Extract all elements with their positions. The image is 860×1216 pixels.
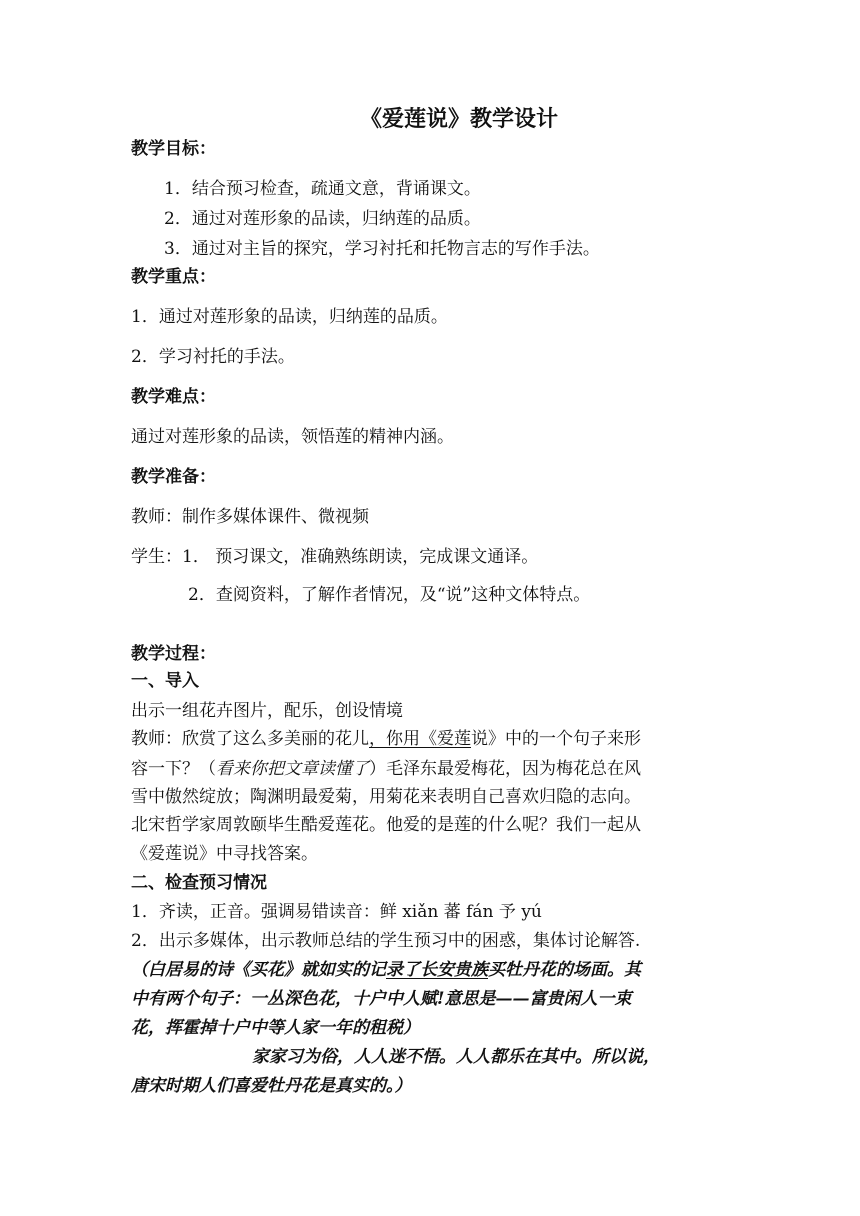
key-point-item-2: 2．学习衬托的手法。 [131, 347, 295, 367]
section1-line-3-italic: 看来你把文章读懂了 [216, 759, 369, 779]
quote-line-3: 花，挥霍掉十户中等人家一年的租税） [131, 1018, 420, 1038]
process-heading: 教学过程： [131, 644, 216, 664]
preparation-student-1: 学生：1． 预习课文，准确熟练朗读，完成课文通译。 [131, 547, 539, 567]
objective-item-2: 2．通过对莲形象的品读，归纳莲的品质。 [164, 209, 481, 229]
quote-line-1-underlined: 录了长安贵族 [386, 960, 488, 980]
quote-line-5: 唐宋时期人们喜爱牡丹花是真实的。） [131, 1076, 412, 1096]
quote-line-1-c: 买牡丹花的场面。其 [488, 960, 641, 980]
section1-line-3-c: ）毛泽东最爱梅花，因为梅花总在风 [369, 759, 641, 779]
section2-line-2: 2．出示多媒体，出示教师总结的学生预习中的困惑，集体讨论解答. [131, 931, 641, 951]
section2-heading: 二、检查预习情况 [131, 873, 267, 893]
key-points-heading: 教学重点： [131, 267, 216, 287]
section1-line-2-underlined: ，你用《爱莲 [369, 729, 471, 749]
preparation-student-2: 2．查阅资料，了解作者情况，及“说”这种文体特点。 [188, 585, 591, 605]
section1-heading: 一、导入 [131, 671, 199, 691]
section1-line-2 [131, 728, 641, 750]
section1-line-5: 北宋哲学家周敦颐毕生酷爱莲花。他爱的是莲的什么呢？我们一起从 [131, 815, 641, 835]
section1-line-2-a: 教师：欣赏了这么多美丽的花儿 [131, 729, 369, 749]
difficulties-heading: 教学难点： [131, 387, 216, 407]
preparation-teacher: 教师：制作多媒体课件、微视频 [131, 507, 369, 527]
section1-line-4: 雪中傲然绽放；陶渊明最爱菊，用菊花来表明自己喜欢归隐的志向。 [131, 787, 641, 807]
quote-line-1-a: （白居易的诗《买花》就如实的记 [131, 960, 386, 980]
section1-line-3 [131, 758, 641, 780]
quote-line-4: 家家习为俗，人人迷不悟。人人都乐在其中。所以说， [252, 1047, 660, 1067]
quote-line-1 [131, 959, 641, 981]
section1-line-2-c: 说》中的一个句子来形 [471, 729, 641, 749]
section2-line-1: 1．齐读，正音。强调易错读音：鲜 xiǎn 蕃 fán 予 yú [131, 902, 542, 922]
section1-line-1: 出示一组花卉图片，配乐，创设情境 [131, 701, 403, 721]
objective-item-3: 3．通过对主旨的探究，学习衬托和托物言志的写作手法。 [164, 239, 600, 259]
preparation-heading: 教学准备： [131, 467, 216, 487]
objective-item-1: 1．结合预习检查，疏通文意，背诵课文。 [164, 179, 481, 199]
quote-line-2: 中有两个句子：一丛深色花，十户中人赋!意思是——富贵闲人一束 [131, 989, 632, 1009]
objectives-heading: 教学目标： [131, 139, 216, 159]
difficulties-text: 通过对莲形象的品读，领悟莲的精神内涵。 [131, 427, 454, 447]
page-title: 《爱莲说》教学设计 [360, 106, 559, 132]
section1-line-3-a: 容一下？（ [131, 759, 216, 779]
key-point-item-1: 1．通过对莲形象的品读，归纳莲的品质。 [131, 307, 448, 327]
section1-line-6: 《爱莲说》中寻找答案。 [131, 844, 318, 864]
